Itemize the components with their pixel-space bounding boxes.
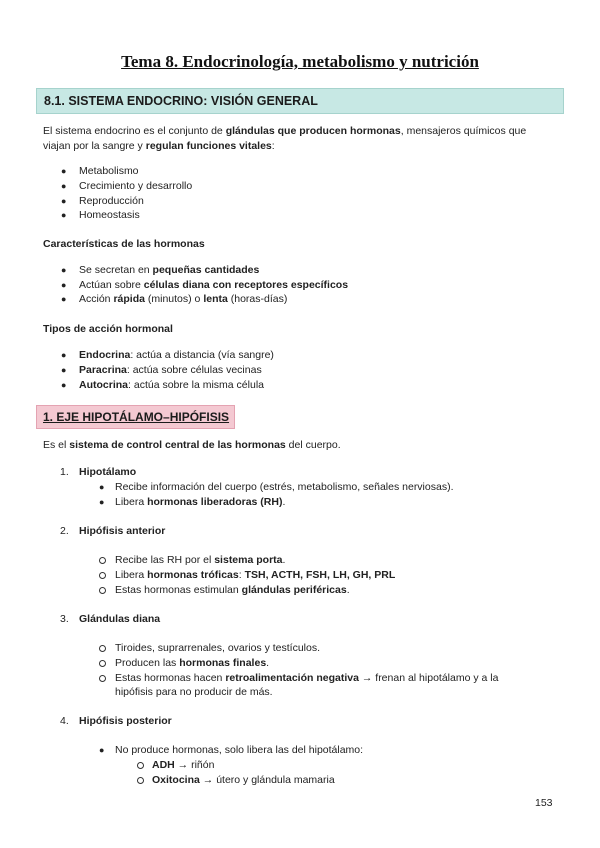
list-item: Libera hormonas tróficas: TSH, ACTH, FSH, LH, GH, PRL <box>115 569 396 581</box>
list-item: Homeostasis <box>79 209 140 221</box>
page-title: Tema 8. Endocrinología, metabolismo y nutrición <box>121 52 479 71</box>
circle-bullet-icon <box>137 762 144 769</box>
list-item: Libera hormonas liberadoras (RH). <box>115 496 286 508</box>
list-number: 3. <box>60 613 69 625</box>
list-item: Producen las hormonas finales. <box>115 657 270 669</box>
list-number: 1. <box>60 466 69 478</box>
circle-bullet-icon <box>99 675 106 682</box>
list-item: No produce hormonas, solo libera las del hipotálamo: <box>115 744 364 756</box>
circle-bullet-icon <box>99 660 106 667</box>
circle-bullet-icon <box>99 587 106 594</box>
intro-line-1: El sistema endocrino es el conjunto de glándulas que producen hormonas, mensajeros químicos que <box>43 125 527 137</box>
list-item: Recibe las RH por el sistema porta. <box>115 554 286 566</box>
list-item: Estas hormonas estimulan glándulas periféricas. <box>115 584 350 596</box>
list-item: Oxitocina → útero y glándula mamaria <box>152 774 335 786</box>
list-item: Paracrina: actúa sobre células vecinas <box>79 364 262 376</box>
list-item: Autocrina: actúa sobre la misma célula <box>79 379 264 391</box>
action-types-heading: Tipos de acción hormonal <box>43 323 173 335</box>
bullet-icon: ● <box>99 497 105 507</box>
list-item: Estas hormonas hacen retroalimentación negativa → frenan al hipotálamo y a la <box>115 672 499 684</box>
list-item: Reproducción <box>79 195 144 207</box>
item-heading-hipofisis-posterior: Hipófisis posterior <box>79 715 172 727</box>
axis-intro: Es el sistema de control central de las hormonas del cuerpo. <box>43 439 341 451</box>
bullet-icon: ● <box>61 265 67 275</box>
section-heading: 8.1. SISTEMA ENDOCRINO: VISIÓN GENERAL <box>44 94 318 108</box>
bullet-icon: ● <box>61 350 67 360</box>
bullet-icon: ● <box>61 280 67 290</box>
bullet-icon: ● <box>61 380 67 390</box>
subsection-heading-bar <box>36 405 235 429</box>
item-heading-hipofisis-anterior: Hipófisis anterior <box>79 525 166 537</box>
characteristics-heading: Características de las hormonas <box>43 238 205 250</box>
bullet-icon: ● <box>61 365 67 375</box>
subsection-heading: 1. EJE HIPOTÁLAMO–HIPÓFISIS <box>43 410 230 424</box>
list-item: Tiroides, suprarrenales, ovarios y testículos. <box>115 642 321 654</box>
bullet-icon: ● <box>61 196 67 206</box>
list-item-continuation: hipófisis para no producir de más. <box>115 686 273 698</box>
list-number: 2. <box>60 525 69 537</box>
circle-bullet-icon <box>99 645 106 652</box>
list-item: Metabolismo <box>79 165 139 177</box>
bullet-icon: ● <box>99 482 105 492</box>
page-number: 153 <box>535 797 553 809</box>
list-number: 4. <box>60 715 69 727</box>
bullet-icon: ● <box>61 210 67 220</box>
list-item: Endocrina: actúa a distancia (vía sangre) <box>79 349 274 361</box>
list-item: Se secretan en pequeñas cantidades <box>79 264 260 276</box>
circle-bullet-icon <box>99 557 106 564</box>
list-item: ADH → riñón <box>152 759 215 771</box>
list-item: Actúan sobre células diana con receptores específicos <box>79 279 349 291</box>
intro-line-2: viajan por la sangre y regulan funciones vitales: <box>43 140 275 152</box>
bullet-icon: ● <box>61 181 67 191</box>
list-item: Crecimiento y desarrollo <box>79 180 193 192</box>
bullet-icon: ● <box>99 745 105 755</box>
circle-bullet-icon <box>137 777 144 784</box>
circle-bullet-icon <box>99 572 106 579</box>
bullet-icon: ● <box>61 294 67 304</box>
list-item: Acción rápida (minutos) o lenta (horas-días) <box>79 293 288 305</box>
item-heading-glandulas-diana: Glándulas diana <box>79 613 161 625</box>
item-heading-hipotalamo: Hipotálamo <box>79 466 137 478</box>
bullet-icon: ● <box>61 166 67 176</box>
list-item: Recibe información del cuerpo (estrés, metabolismo, señales nerviosas). <box>115 481 454 493</box>
section-heading-bar <box>36 88 564 114</box>
